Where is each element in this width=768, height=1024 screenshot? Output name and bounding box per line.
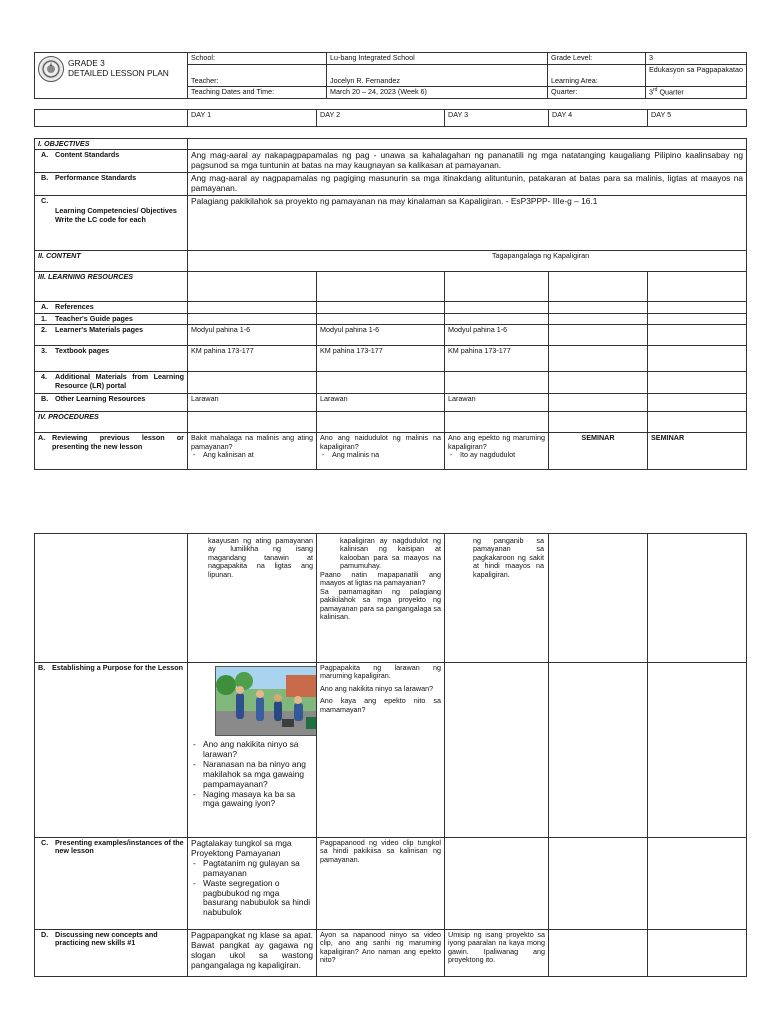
examples-label: Presenting examples/instances of the new lesson xyxy=(55,838,184,856)
grade-level-value: 3 xyxy=(646,53,747,65)
textbook-day-1: KM pahina 173-177 xyxy=(188,346,317,372)
header-table xyxy=(34,52,747,99)
review-day-5: SEMINAR xyxy=(648,433,747,470)
procedures-heading: IV. PROCEDURES xyxy=(35,412,188,433)
textbook-day-2: KM pahina 173-177 xyxy=(317,346,445,372)
main-table-page-1: I. OBJECTIVES A. Content Standards Ang mag-aaral ay nakapagpapamalas ng pag - unawa sa kahalagahan ng pananatili ng mga natatanging kaugaliang Pilipino kaalinsabay ng pagsunod sa mga tuntunin at batas na may kaugnayan sa kalikasan at pamayanan. B. Performance Standards Ang mag-aaral ay nagpapamalas ng pagiging masunurin sa mga itinakdang alituntunin, patakaran at batas para sa malinis, ligtas at maayos na pamayanan. C. Learning Competencies/ Objectives Write the LC code for each Palagiang pakikilahok sa proyekto ng pamayanan na may kinalaman sa Kapaligiran. - EsP3PPP- IIIe-g – 16.1 II. CONTENT Tagapangalaga ng Kapaligiran III. LEARNING RESOURCES A. References 1. Teacher's Guide pages 2. Learner's Materials pages Modyul pahina 1-6 Modyul pahina 1-6 Modyul pahina 1-6 3. Textbook pages KM pahina 173-177 KM pahina 173-177 KM pahina 173-177 4. Additional Materials from Learning Resource (LR) portal B. Other Learning Resources Larawan Larawan Larawan IV. PROCEDURES A. Reviewing previous lesson or presenting the new lesson Bakit mahalaga na malinis ang ating pamayanan? - Ang kalinisan at Ano ang naidudulot ng malinis na kapaligiran? - Ang malinis na Ano ang epekto ng maruming kapaligiran? - Ito ay nagdudulot SEMINAR SEMINAR xyxy=(34,138,747,470)
dates-value: March 20 – 24, 2023 (Week 6) xyxy=(327,87,548,99)
other-day-3: Larawan xyxy=(445,394,549,412)
discussing-day-1: Pagpapangkat ng klase sa apat. Bawat pangkat ay gagawa ng slogan ukol sa wastong pangangalaga ng kapaligiran. xyxy=(188,930,317,977)
review-day-3: Ano ang epekto ng maruming kapaligiran? - Ito ay nagdudulot xyxy=(445,433,549,470)
school-value: Lu-bang Integrated School xyxy=(327,53,548,65)
textbook-day-3: KM pahina 173-177 xyxy=(445,346,549,372)
competencies-text: Palagiang pakikilahok sa proyekto ng pamayanan na may kinalaman sa Kapaligiran. - EsP3PPP- IIIe-g – 16.1 xyxy=(188,196,747,251)
dates-label: Teaching Dates and Time: xyxy=(188,87,327,99)
quarter-label: Quarter: xyxy=(548,87,646,99)
plan-title: DETAILED LESSON PLAN xyxy=(68,68,169,78)
discussing-label: Discussing new concepts and practicing new skills #1 xyxy=(55,930,158,948)
purpose-day-1: - Ano ang nakikita ninyo sa larawan? - Naranasan na ba ninyo ang makilahok sa mga gawaing pampamayanan? - Naging masaya ka ba sa mga gawaing iyon? xyxy=(188,663,317,838)
lm-day-1: Modyul pahina 1-6 xyxy=(188,325,317,346)
lm-pages-label: Learner's Materials pages xyxy=(55,325,144,335)
objectives-heading: I. OBJECTIVES xyxy=(35,139,188,150)
day-5-header: DAY 5 xyxy=(648,110,747,127)
cleanup-illustration-icon xyxy=(216,667,317,736)
examples-day-2: Pagpapanood ng video clip tungkol sa hindi pakikiisa sa kalinisan ng pamayanan. xyxy=(317,838,445,930)
school-label: School: xyxy=(188,53,327,65)
lm-day-3: Modyul pahina 1-6 xyxy=(445,325,549,346)
other-day-1: Larawan xyxy=(188,394,317,412)
day-4-header: DAY 4 xyxy=(549,110,648,127)
content-standards-label: Content Standards xyxy=(55,150,120,160)
purpose-label: Establishing a Purpose for the Lesson xyxy=(52,663,183,672)
additional-label: Additional Materials from Learning Resource (LR) portal xyxy=(55,372,184,390)
textbook-label: Textbook pages xyxy=(55,346,110,356)
teacher-value: Jocelyn R. Fernandez xyxy=(327,65,548,87)
deped-seal-icon xyxy=(38,56,64,82)
day-1-header: DAY 1 xyxy=(188,110,317,127)
competencies-note: Write the LC code for each xyxy=(55,214,146,224)
content-heading: II. CONTENT xyxy=(35,251,188,272)
resources-heading: III. LEARNING RESOURCES xyxy=(35,272,188,302)
main-table-page-2: kaayusan ng ating pamayanan ay lumilikha ng isang magandang tanawin at nagpapakita na ligtas ang lipunan. kapaligiran ay nagdudulot ng kalinisan ng kaisipan at kalooban para sa maayos na pamumuhay. Paano natin mapapanatili ang maayos at ligtas na pamayanan? Sa pamamagitan ng palagiang pakikilahok sa mga proyekto ng pamayanan para sa pangangalaga sa kalinisan. ng panganib sa pamayanan sa pagkakaroon ng sakit at hindi maayos na kapaligiran. B. Establishing a Purpose for the Lesson - Ano ang nakikita ninyo sa larawan? - Naranasan na ba ninyo ang makilahok sa mga gawaing pampamayanan? - Naging masaya ka ba sa mga gawaing iyon? Pagpapakita ng larawan ng maruming kapaligiran. Ano ang nakikita ninyo sa larawan? Ano kaya ang epekto nito sa mamamayan? C. Presenting examples/instances of the new lesson Pagtalakay tungkol sa mga Proyektong Pamayanan - Pagtatanim ng gulayan sa pamayanan - Waste segregation o pagbubukod ng mga basurang nabubulok sa hindi nabubulok Pagpapanood ng video clip tungkol sa hindi pakikiisa sa kalinisan ng pamayanan. D. Discussing new concepts and practicing new skills #1 Pagpapangkat ng klase sa apat. Bawat pangkat ay gagawa ng slogan ukol sa wastong pangangalaga ng kapaligiran. Ayon sa napanood ninyo sa video clip, ano ang sanhi ng maruming kapaligiran? Ano naman ang epekto nito? Umisip ng isang proyekto sa iyong paaralan na kaya mong gawin. Ipaliwanag ang proyektong ito. xyxy=(34,533,747,977)
other-resources-label: Other Learning Resources xyxy=(55,394,146,404)
discussing-day-3: Umisip ng isang proyekto sa iyong paaralan na kaya mong gawin. Ipaliwanag ang proyektong ito. xyxy=(445,930,549,977)
review-day-2: Ano ang naidudulot ng malinis na kapaligiran? - Ang malinis na xyxy=(317,433,445,470)
performance-standards-label: Performance Standards xyxy=(55,173,137,183)
teacher-label: Teacher: xyxy=(188,65,327,87)
lm-day-2: Modyul pahina 1-6 xyxy=(317,325,445,346)
content-value: Tagapangalaga ng Kapaligiran xyxy=(188,251,747,272)
learning-area-label: Learning Area: xyxy=(548,65,646,87)
tg-pages-label: Teacher's Guide pages xyxy=(55,313,133,323)
competencies-label: Learning Competencies/ Objectives xyxy=(55,206,177,216)
review-day-1: Bakit mahalaga na malinis ang ating pamayanan? - Ang kalinisan at xyxy=(188,433,317,470)
days-header-table xyxy=(34,109,747,127)
review-day-4: SEMINAR xyxy=(549,433,648,470)
performance-standards-text: Ang mag-aaral ay nagpapamalas ng pagiging masunurin sa mga itinakdang alituntunin, patakaran at batas para sa malinis, ligtas at maayos na pamayanan. xyxy=(188,173,747,196)
day-2-header: DAY 2 xyxy=(317,110,445,127)
grade-title: GRADE 3 xyxy=(68,58,105,69)
examples-day-1: Pagtalakay tungkol sa mga Proyektong Pamayanan - Pagtatanim ng gulayan sa pamayanan - Waste segregation o pagbubukod ng mga basurang nabubulok sa hindi nabubulok xyxy=(188,838,317,930)
review-day-1-cont: kaayusan ng ating pamayanan ay lumilikha ng isang magandang tanawin at nagpapakita na ligtas ang lipunan. xyxy=(188,534,317,663)
community-cleanup-photo xyxy=(215,666,317,736)
references-label: References xyxy=(55,302,94,312)
content-standards-text: Ang mag-aaral ay nakapagpapamalas ng pag - unawa sa kahalagahan ng pananatili ng mga natatanging kaugaliang Pilipino kaalinsabay ng pagsunod sa mga tuntunin at batas na may kaugnayan sa kalikasan at pamayanan. xyxy=(188,150,747,173)
learning-area-value: Edukasyon sa Pagpapakatao xyxy=(646,65,747,87)
review-day-3-cont: ng panganib sa pamayanan sa pagkakaroon ng sakit at hindi maayos na kapaligiran. xyxy=(445,534,549,663)
review-day-2-cont: kapaligiran ay nagdudulot ng kalinisan ng kaisipan at kalooban para sa maayos na pamumuhay. Paano natin mapapanatili ang maayos at ligtas na pamayanan? Sa pamamagitan ng palagiang pakikilahok sa mga proyekto ng pamayanan para sa pangangalaga sa kalinisan. xyxy=(317,534,445,663)
review-label: Reviewing previous lesson or presenting the new lesson xyxy=(52,433,184,451)
header-logo-cell xyxy=(35,53,188,99)
purpose-day-2: Pagpapakita ng larawan ng maruming kapaligiran. Ano ang nakikita ninyo sa larawan? Ano kaya ang epekto nito sa mamamayan? xyxy=(317,663,445,838)
day-3-header: DAY 3 xyxy=(445,110,549,127)
quarter-value: 3rd Quarter xyxy=(646,87,747,99)
other-day-2: Larawan xyxy=(317,394,445,412)
grade-level-label: Grade Level: xyxy=(548,53,646,65)
discussing-day-2: Ayon sa napanood ninyo sa video clip, ano ang sanhi ng maruming kapaligiran? Ano naman ang epekto nito? xyxy=(317,930,445,977)
